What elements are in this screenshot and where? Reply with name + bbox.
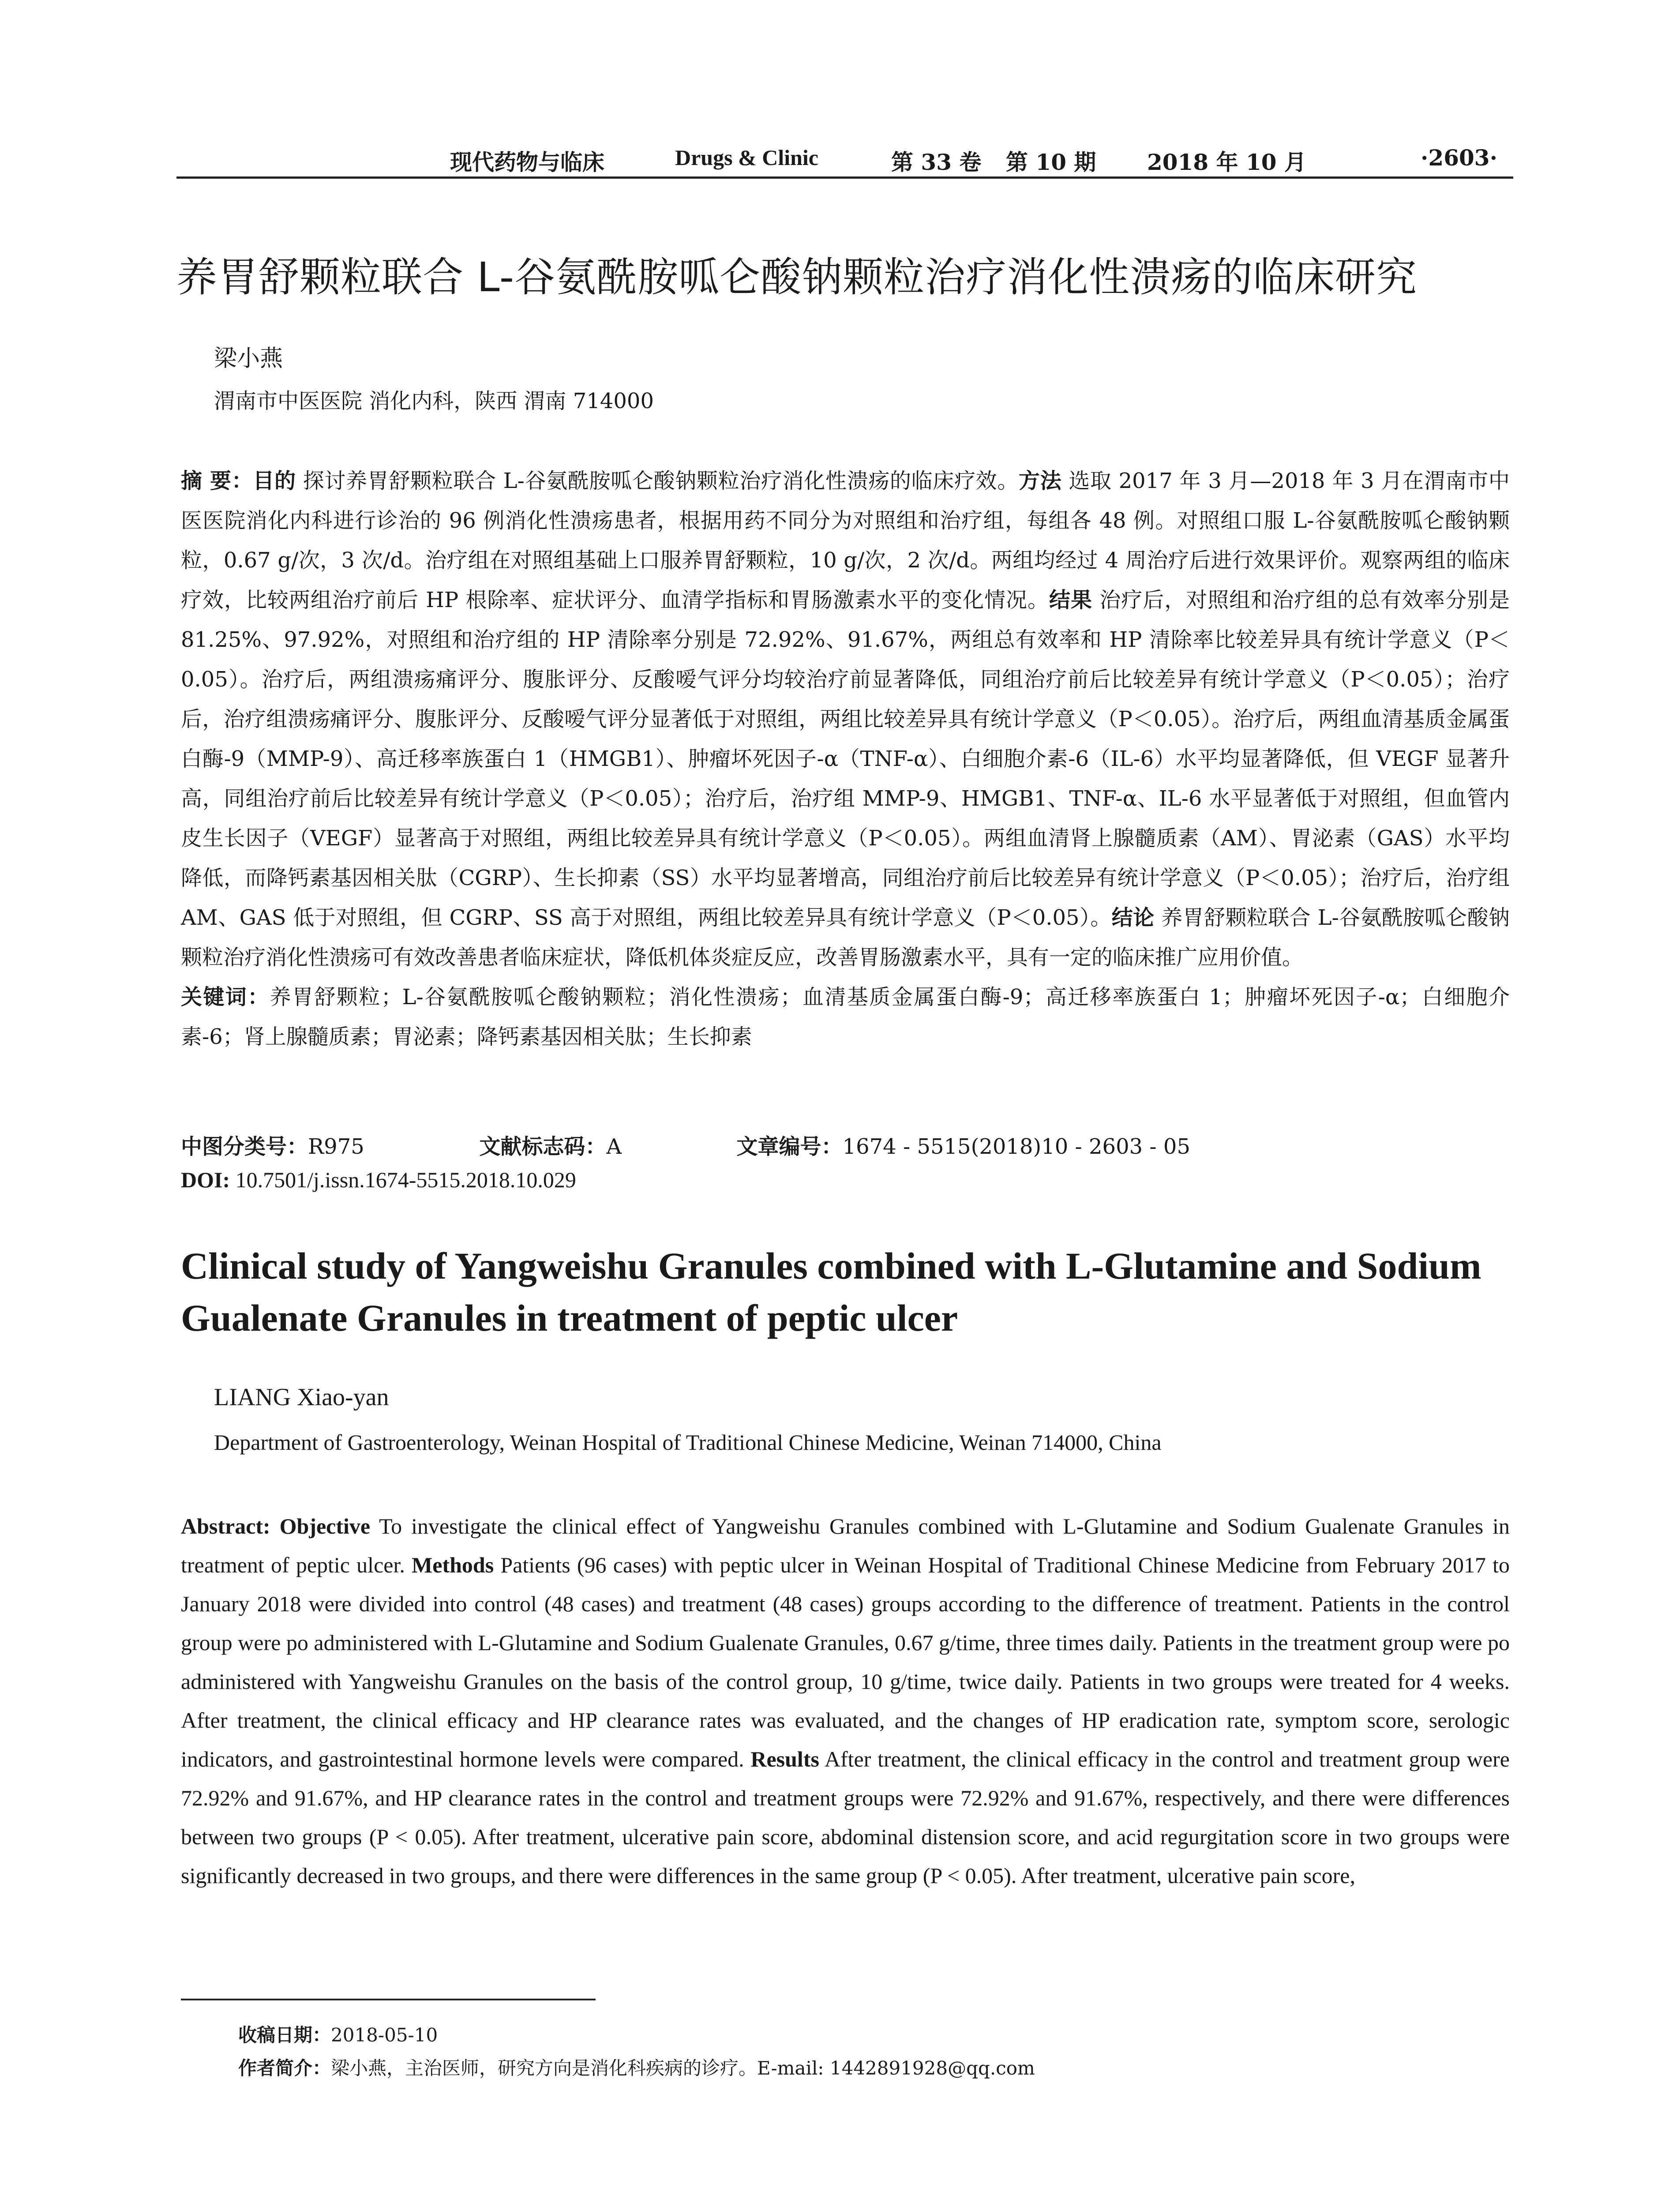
- doi-label: DOI:: [181, 1167, 230, 1192]
- issue: 第 10 期: [1006, 149, 1096, 175]
- header-rule: [176, 176, 1513, 179]
- footnote-rule: [181, 1999, 596, 2000]
- clc-value: R975: [308, 1134, 364, 1159]
- affiliation-cn: 渭南市中医医院 消化内科，陕西 渭南 714000: [214, 389, 654, 413]
- doc-code-value: A: [606, 1134, 622, 1159]
- article-title-cn: 养胃舒颗粒联合 L-谷氨酰胺呱仑酸钠颗粒治疗消化性溃疡的临床研究: [176, 254, 1418, 301]
- methods-text-en: Patients (96 cases) with peptic ulcer in Weinan Hospital of Traditional Chinese Medicine from February 2017 to January 2018 were divided into control (48 cases) and treatment (48 cases) groups according to the difference of treatment. Patients in the control group were po administered with L-Glutamine and Sodium Gualenate Granules, 0.67 g/time, three times daily. Patients in the treatment group were po administered with Yangweishu Granules on the basis of the control group, 10 g/time, twice daily. Patients in two groups were treated for 4 weeks. After treatment, the clinical efficacy and HP clearance rates was evaluated, and the changes of HP eradication rate, symptom score, serologic indicators, and gastrointestinal hormone levels were compared.: [181, 1553, 1510, 1771]
- objective-text-cn: 探讨养胃舒颗粒联合 L-谷氨酰胺呱仑酸钠颗粒治疗消化性溃疡的临床疗效。: [303, 469, 1019, 493]
- conclusion-text-cn: 养胃舒颗粒联合 L-谷氨酰胺呱仑酸钠颗粒治疗消化性溃疡可有效改善患者临床症状，降低机体炎症反应，改善胃肠激素水平，具有一定的临床推广应用价值。: [181, 905, 1510, 970]
- received-label: 收稿日期：: [238, 2024, 331, 2046]
- journal-name-cn: 现代药物与临床: [450, 149, 604, 175]
- bio-value: 梁小燕，主治医师，研究方向是消化科疾病的诊疗。E-mail: 1442891928@qq.com: [331, 2057, 1035, 2079]
- doi-line: [181, 1167, 576, 1193]
- article-no-value: 1674 - 5515(2018)10 - 2603 - 05: [842, 1134, 1190, 1159]
- results-text-cn: 治疗后，对照组和治疗组的总有效率分别是 81.25%、97.92%，对照组和治疗组的 HP 清除率分别是 72.92%、91.67%，两组总有效率和 HP 清除率比较差异具有统计学意义（P＜0.05）。治疗后，两组溃疡痛评分、腹胀评分、反酸嗳气评分均较治疗前显著降低，同组治疗前后比较差异有统计学意义（P＜0.05）；治疗后，治疗组溃疡痛评分、腹胀评分、反酸嗳气评分显著低于对照组，两组比较差异具有统计学意义（P＜0.05）。治疗后，两组血清基质金属蛋白酶-9（MMP-9）、高迁移率族蛋白 1（HMGB1）、肿瘤坏死因子-α（TNF-α）、白细胞介素-6（IL-6）水平均显著降低，但 VEGF 显著升高，同组治疗前后比较差异有统计学意义（P＜0.05）；治疗后，治疗组 MMP-9、HMGB1、TNF-α、IL-6 水平显著低于对照组，但血管内皮生长因子（VEGF）显著高于对照组，两组比较差异具有统计学意义（P＜0.05）。两组血清肾上腺髓质素（AM）、胃泌素（GAS）水平均降低，而降钙素基因相关肽（CGRP）、生长抑素（SS）水平均显著增高，同组治疗前后比较差异有统计学意义（P＜0.05）；治疗后，治疗组 AM、GAS 低于对照组，但 CGRP、SS 高于对照组，两组比较差异具有统计学意义（P＜0.05）。: [181, 588, 1510, 930]
- doc-code-label: 文献标志码：: [479, 1134, 607, 1159]
- clc-label: 中图分类号：: [181, 1134, 308, 1159]
- objective-label-cn: 目的: [253, 469, 296, 493]
- author-bio-note: [238, 2054, 1035, 2080]
- affiliation-en: Department of Gastroenterology, Weinan Hospital of Traditional Chinese Medicine, Weinan 714000, China: [214, 1430, 1162, 1455]
- objective-label-en: Objective: [279, 1514, 371, 1538]
- author-cn: 梁小燕: [214, 345, 283, 372]
- page-number: ·2603·: [1421, 145, 1497, 171]
- author-en: LIANG Xiao-yan: [214, 1384, 389, 1411]
- bio-label: 作者简介：: [238, 2057, 331, 2079]
- doi-value: 10.7501/j.issn.1674-5515.2018.10.029: [235, 1167, 576, 1192]
- methods-text-cn: 选取 2017 年 3 月—2018 年 3 月在渭南市中医医院消化内科进行诊治的 96 例消化性溃疡患者，根据用药不同分为对照组和治疗组，每组各 48 例。对照组口服 L-谷氨酰胺呱仑酸钠颗粒，0.67 g/次，3 次/d。治疗组在对照组基础上口服养胃舒颗粒，10 g/次，2 次/d。两组均经过 4 周治疗后进行效果评价。观察两组的临床疗效，比较两组治疗前后 HP 根除率、症状评分、血清学指标和胃肠激素水平的变化情况。: [181, 469, 1510, 612]
- volume: 第 33 卷: [891, 149, 982, 175]
- article-no-label: 文章编号：: [736, 1134, 843, 1159]
- methods-label-en: Methods: [412, 1553, 494, 1577]
- received-value: 2018-05-10: [331, 2024, 438, 2046]
- keywords-cn: 养胃舒颗粒；L-谷氨酰胺呱仑酸钠颗粒；消化性溃疡；血清基质金属蛋白酶-9；高迁移率族蛋白 1；肿瘤坏死因子-α；白细胞介素-6；肾上腺髓质素；胃泌素；降钙素基因相关肽；生长抑素: [181, 985, 1510, 1049]
- classification-line: [181, 1129, 1190, 1160]
- results-label-cn: 结果: [1049, 588, 1092, 612]
- objective-text-en: To investigate the clinical effect of Yangweishu Granules combined with L-Glutamine and Sodium Gualenate Granules in treatment of peptic ulcer.: [181, 1514, 1510, 1577]
- abstract-label-cn: 摘 要：: [181, 469, 253, 493]
- conclusion-label-cn: 结论: [1111, 905, 1155, 930]
- results-label-en: Results: [750, 1747, 819, 1771]
- journal-name-en: Drugs & Clinic: [675, 145, 818, 170]
- article-title-en: Clinical study of Yangweishu Granules combined with L-Glutamine and Sodium Gualenate Granules in treatment of peptic ulcer: [181, 1245, 1481, 1339]
- abstract-cn: [181, 461, 1510, 1057]
- abstract-label-en: Abstract:: [181, 1514, 270, 1538]
- methods-label-cn: 方法: [1019, 469, 1062, 493]
- abstract-en: [181, 1507, 1510, 1895]
- issue-date: 2018 年 10 月: [1147, 149, 1306, 175]
- results-text-en: After treatment, the clinical efficacy in the control and treatment group were 72.92% and 91.67%, and HP clearance rates in the control and treatment groups were 72.92% and 91.67%, respectively, and there were differences between two groups (P < 0.05). After treatment, ulcerative pain score, abdominal distension score, and acid regurgitation score in two groups were significantly decreased in two groups, and there were differences in the same group (P < 0.05). After treatment, ulcerative pain score,: [181, 1747, 1510, 1888]
- received-date-note: [238, 2021, 438, 2047]
- keywords-label-cn: 关键词：: [181, 985, 270, 1009]
